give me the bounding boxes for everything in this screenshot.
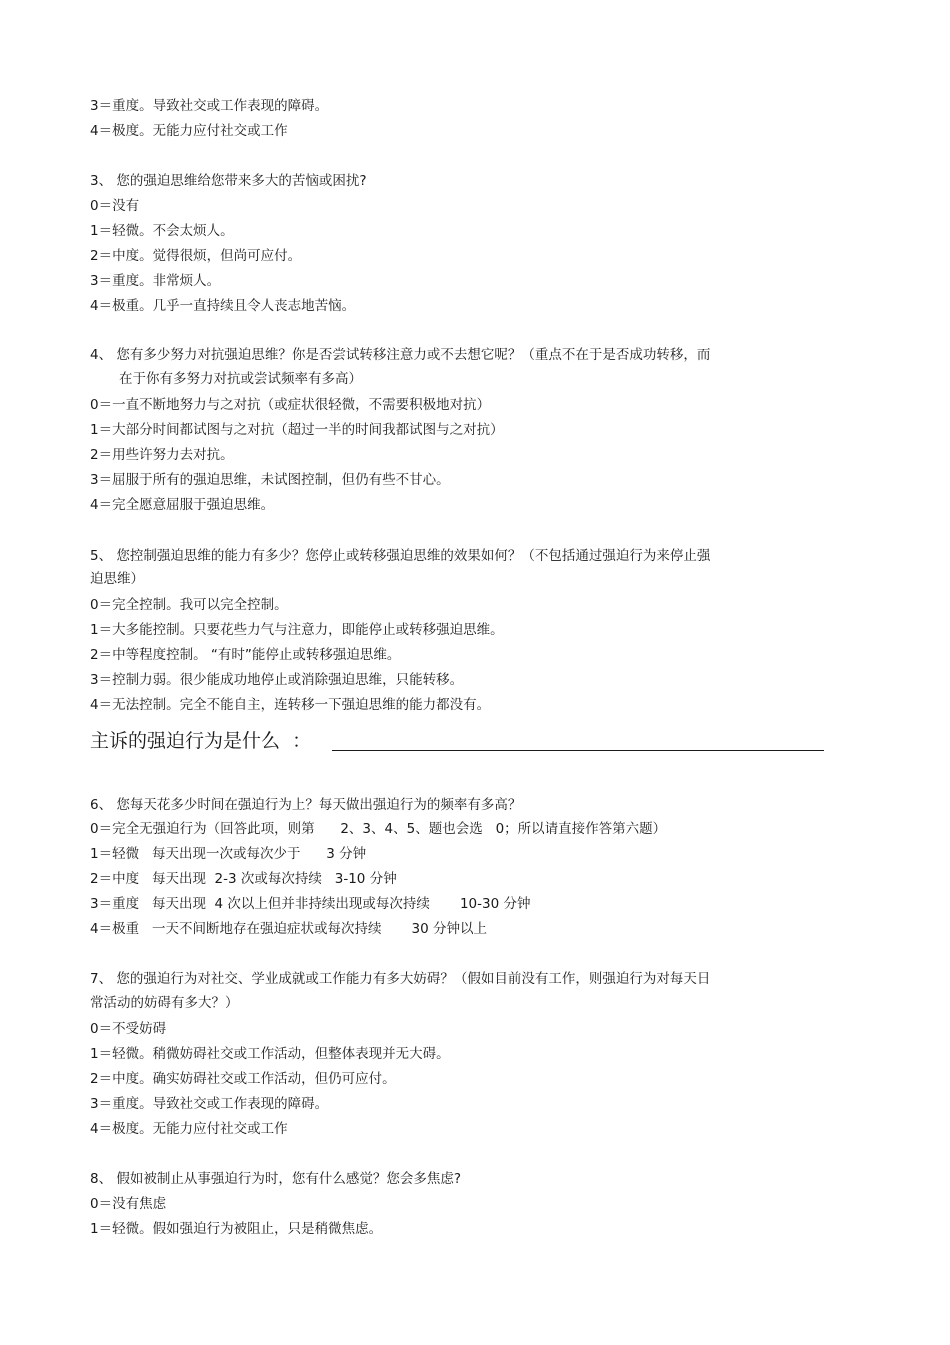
item-3-option-4: 4＝极重。几乎一直持续且令人丧志地苦恼。 — [90, 298, 356, 314]
item-3-option-3: 3＝重度。非常烦人。 — [90, 273, 221, 289]
item-7-option-4: 4＝极度。无能力应付社交或工作 — [90, 1121, 288, 1137]
item-4-option-2: 2＝用些许努力去对抗。 — [90, 447, 234, 463]
question-8: 8、 假如被制止从事强迫行为时，您有什么感觉？您会多焦虑? — [90, 1171, 462, 1187]
item-7-option-3: 3＝重度。导致社交或工作表现的障碍。 — [90, 1096, 329, 1112]
item-7-option-0: 0＝不受妨碍 — [90, 1021, 167, 1037]
question-5-continued: 迫思维） — [90, 571, 144, 587]
item-6-option-3: 3＝重度 每天出现 4 次以上但并非持续出现或每次持续 10-30 分钟 — [90, 896, 531, 912]
item-5-option-1: 1＝大多能控制。只要花些力气与注意力，即能停止或转移强迫思维。 — [90, 622, 504, 638]
item-4-option-4: 4＝完全愿意屈服于强迫思维。 — [90, 497, 275, 513]
question-4-continued: 在于你有多努力对抗或尝试频率有多高） — [119, 371, 362, 387]
item-6-option-0: 0＝完全无强迫行为（回答此项，则第 2、3、4、5、题也会选 0；所以请直接作答第六题） — [90, 821, 667, 837]
question-3: 3、 您的强迫思维给您带来多大的苦恼或困扰? — [90, 173, 367, 189]
question-4: 4、 您有多少努力对抗强迫思维？你是否尝试转移注意力或不去想它呢？（重点不在于是否成功转移，而 — [90, 347, 711, 363]
item-2-option-4: 4＝极度。无能力应付社交或工作 — [90, 123, 288, 139]
question-7: 7、 您的强迫行为对社交、学业成就或工作能力有多大妨碍？（假如目前没有工作，则强迫行为对每天日 — [90, 971, 711, 987]
item-5-option-0: 0＝完全控制。我可以完全控制。 — [90, 597, 288, 613]
question-7-continued: 常活动的妨碍有多大？） — [90, 995, 239, 1011]
item-5-option-3: 3＝控制力弱。很少能成功地停止或消除强迫思维，只能转移。 — [90, 672, 464, 688]
item-4-option-1: 1＝大部分时间都试图与之对抗（超过一半的时间我都试图与之对抗） — [90, 422, 504, 438]
item-7-option-1: 1＝轻微。稍微妨碍社交或工作活动，但整体表现并无大碍。 — [90, 1046, 450, 1062]
item-8-option-1: 1＝轻微。假如强迫行为被阻止，只是稍微焦虑。 — [90, 1221, 383, 1237]
item-3-option-2: 2＝中度。觉得很烦，但尚可应付。 — [90, 248, 302, 264]
item-7-option-2: 2＝中度。确实妨碍社交或工作活动，但仍可应付。 — [90, 1071, 396, 1087]
chief-complaint-answer-line[interactable] — [332, 750, 824, 751]
item-6-option-4: 4＝极重 一天不间断地存在强迫症状或每次持续 30 分钟以上 — [90, 921, 487, 937]
item-6-option-1: 1＝轻微 每天出现一次或每次少于 3 分钟 — [90, 846, 367, 862]
item-4-option-0: 0＝一直不断地努力与之对抗（或症状很轻微，不需要积极地对抗） — [90, 397, 491, 413]
question-6: 6、 您每天花多少时间在强迫行为上？每天做出强迫行为的频率有多高？ — [90, 797, 522, 813]
chief-complaint-compulsion-heading: 主诉的强迫行为是什么 ： — [90, 730, 312, 752]
item-3-option-1: 1＝轻微。不会太烦人。 — [90, 223, 234, 239]
item-6-option-2: 2＝中度 每天出现 2-3 次或每次持续 3-10 分钟 — [90, 871, 397, 887]
item-3-option-0: 0＝没有 — [90, 198, 140, 214]
item-8-option-0: 0＝没有焦虑 — [90, 1196, 167, 1212]
question-5: 5、 您控制强迫思维的能力有多少？您停止或转移强迫思维的效果如何？（不包括通过强迫行为来停止强 — [90, 548, 711, 564]
item-5-option-4: 4＝无法控制。完全不能自主，连转移一下强迫思维的能力都没有。 — [90, 697, 491, 713]
item-2-option-3: 3＝重度。导致社交或工作表现的障碍。 — [90, 98, 329, 114]
item-4-option-3: 3＝屈服于所有的强迫思维，未试图控制，但仍有些不甘心。 — [90, 472, 450, 488]
item-5-option-2: 2＝中等程度控制。 “有时”能停止或转移强迫思维。 — [90, 647, 401, 663]
